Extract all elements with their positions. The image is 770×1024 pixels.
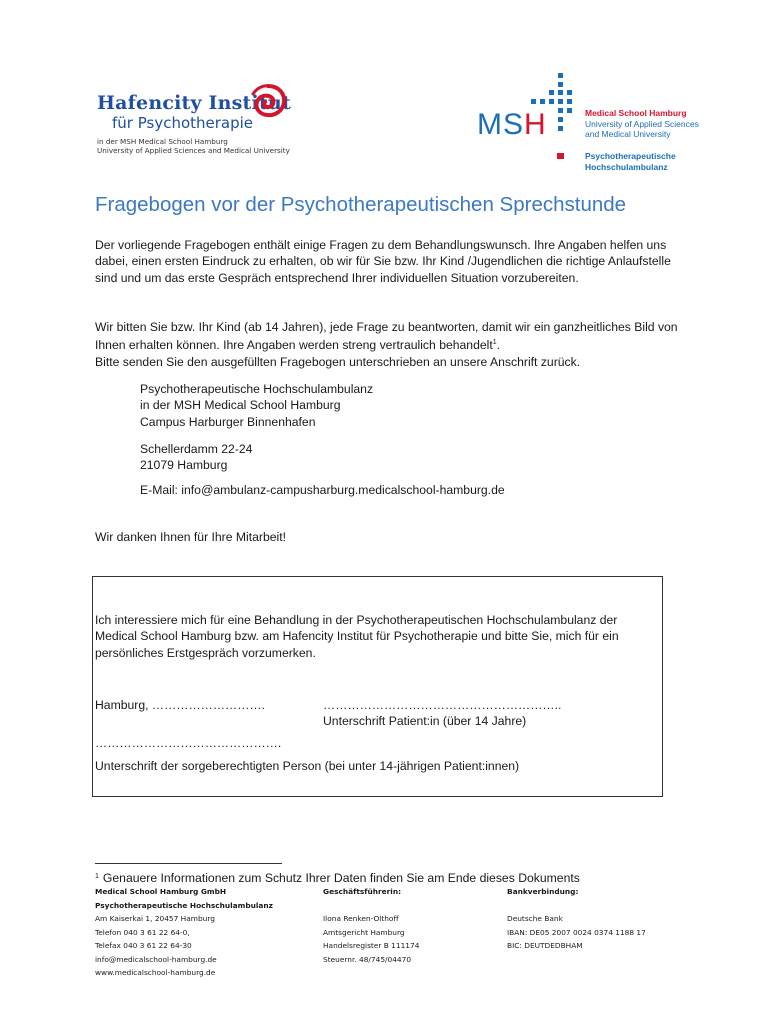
page-title: Fragebogen vor der Psychotherapeutischen Sprechstunde (95, 193, 627, 216)
footer-tax-number: Steuernr. 48/745/04470 (323, 954, 412, 964)
footer-street: Am Kaiserkai 1, 20457 Hamburg (95, 914, 215, 923)
msh-wordmark-h: H (524, 108, 547, 141)
footer-managing-director: Ilona Renken-Olthoff (323, 914, 399, 923)
hafencity-swirl-logo-icon (249, 84, 287, 118)
msh-affiliation-line2: and Medical University (585, 129, 671, 139)
footer-phone: Telefon 040 3 61 22 64-0, (95, 927, 190, 937)
intro-paragraph-2-period: . (496, 338, 501, 353)
patient-signature-field[interactable]: ………………………………………………….. (323, 698, 562, 712)
msh-department-line2: Hochschulambulanz (585, 162, 668, 172)
footer-management (323, 885, 419, 966)
address-block (140, 381, 373, 430)
footer-web[interactable]: www.medicalschool-hamburg.de (95, 968, 216, 977)
consent-text: Ich interessiere mich für eine Behandlung in der Psychotherapeutischen Hochschulambulanz der Medical School Hamburg bzw. am Hafencity Institut für Psychotherapie und bitte Sie, mich für ein persönliches Erstgespräch vorzumerken. (95, 613, 619, 660)
address-line2: in der MSH Medical School Hamburg (140, 398, 341, 413)
footnote (95, 871, 580, 885)
msh-name: Medical School Hamburg (585, 108, 687, 118)
guardian-signature-label: Unterschrift der sorgeberechtigten Person (bei unter 14-jährigen Patient:innen) (95, 759, 520, 773)
msh-department (585, 151, 676, 173)
footer-court: Amtsgericht Hamburg (323, 927, 405, 937)
hafencity-logo-title: Hafencity Institut (97, 92, 291, 114)
address-street-block (140, 441, 252, 474)
footer-register: Handelsregister B 111174 (323, 941, 420, 950)
msh-affiliation-line1: University of Applied Sciences (585, 119, 699, 129)
footer-bank-heading: Bankverbindung: (507, 887, 579, 896)
footer-company (95, 885, 273, 980)
footnote-text: Genauere Informationen zum Schutz Ihrer Daten finden Sie am Ende dieses Dokuments (102, 871, 580, 885)
footer-email[interactable]: info@medicalschool-hamburg.de (95, 954, 217, 964)
intro-paragraph-2 (95, 319, 695, 370)
footer-org: Medical School Hamburg GmbH (95, 887, 227, 896)
address-line3: Campus Harburger Binnenhafen (140, 414, 316, 429)
msh-wordmark-ms: MS (477, 108, 524, 141)
hafencity-affiliation-line2: University of Applied Sciences and Medical University (97, 146, 290, 155)
intro-paragraph-1: Der vorliegende Fragebogen enthält einige Fragen zu dem Behandlungswunsch. Ihre Angaben helfen uns dabei, einen ersten Eindruck zu erhalten, ob wir für Sie bzw. Ihr Kind /Jugendlichen die richtige Anlaufstelle sind und um das erste Gespräch entsprechend Ihrer individuellen Situation vorzubereiten. (95, 238, 671, 285)
footer-bank-name: Deutsche Bank (507, 914, 563, 923)
intro-paragraph-2-text: Wir bitten Sie bzw. Ihr Kind (ab 14 Jahren), jede Frage zu beantworten, damit wir ein ganzheitliches Bild von Ihnen erhalten können. Ihre Angaben werden streng vertraulich behandelt (95, 320, 678, 353)
intro-paragraph-2-return-note: Bitte senden Sie den ausgefüllten Fragebogen unterschrieben an unsere Anschrift zurück. (95, 354, 581, 369)
footer-fax: Telefax 040 3 61 22 64-30 (95, 941, 192, 950)
footnote-divider (95, 863, 282, 864)
thanks-text: Wir danken Ihnen für Ihre Mitarbeit! (95, 530, 287, 544)
address-city: 21079 Hamburg (140, 458, 228, 473)
footer-bic: BIC: DEUTDEDBHAM (507, 941, 583, 950)
msh-wordmark (477, 108, 547, 142)
hafencity-affiliation-line1: in der MSH Medical School Hamburg (97, 137, 228, 146)
place-date-field[interactable]: Hamburg, ………………………. (95, 698, 265, 712)
footnote-marker: 1 (95, 873, 99, 880)
guardian-signature-field[interactable]: ………………………………………. (95, 736, 282, 750)
address-street: Schellerdamm 22-24 (140, 442, 253, 456)
msh-affiliation (585, 119, 699, 139)
red-square-icon (557, 153, 564, 159)
hafencity-logo-affiliation (97, 137, 290, 155)
address-line1: Psychotherapeutische Hochschulambulanz (140, 382, 374, 396)
footer-management-heading: Geschäftsführerin: (323, 887, 402, 896)
address-email[interactable]: E-Mail: info@ambulanz-campusharburg.medicalschool-hamburg.de (140, 483, 505, 497)
patient-signature-label: Unterschrift Patient:in (über 14 Jahre) (323, 714, 527, 728)
footer-dept: Psychotherapeutische Hochschulambulanz (95, 900, 273, 910)
hafencity-logo-subtitle: für Psychotherapie (112, 114, 254, 132)
footer-bank (507, 885, 646, 953)
footnote-reference: 1 (492, 339, 497, 347)
msh-department-line1: Psychotherapeutische (585, 151, 676, 161)
footer-iban: IBAN: DE05 2007 0024 0374 1188 17 (507, 927, 646, 937)
